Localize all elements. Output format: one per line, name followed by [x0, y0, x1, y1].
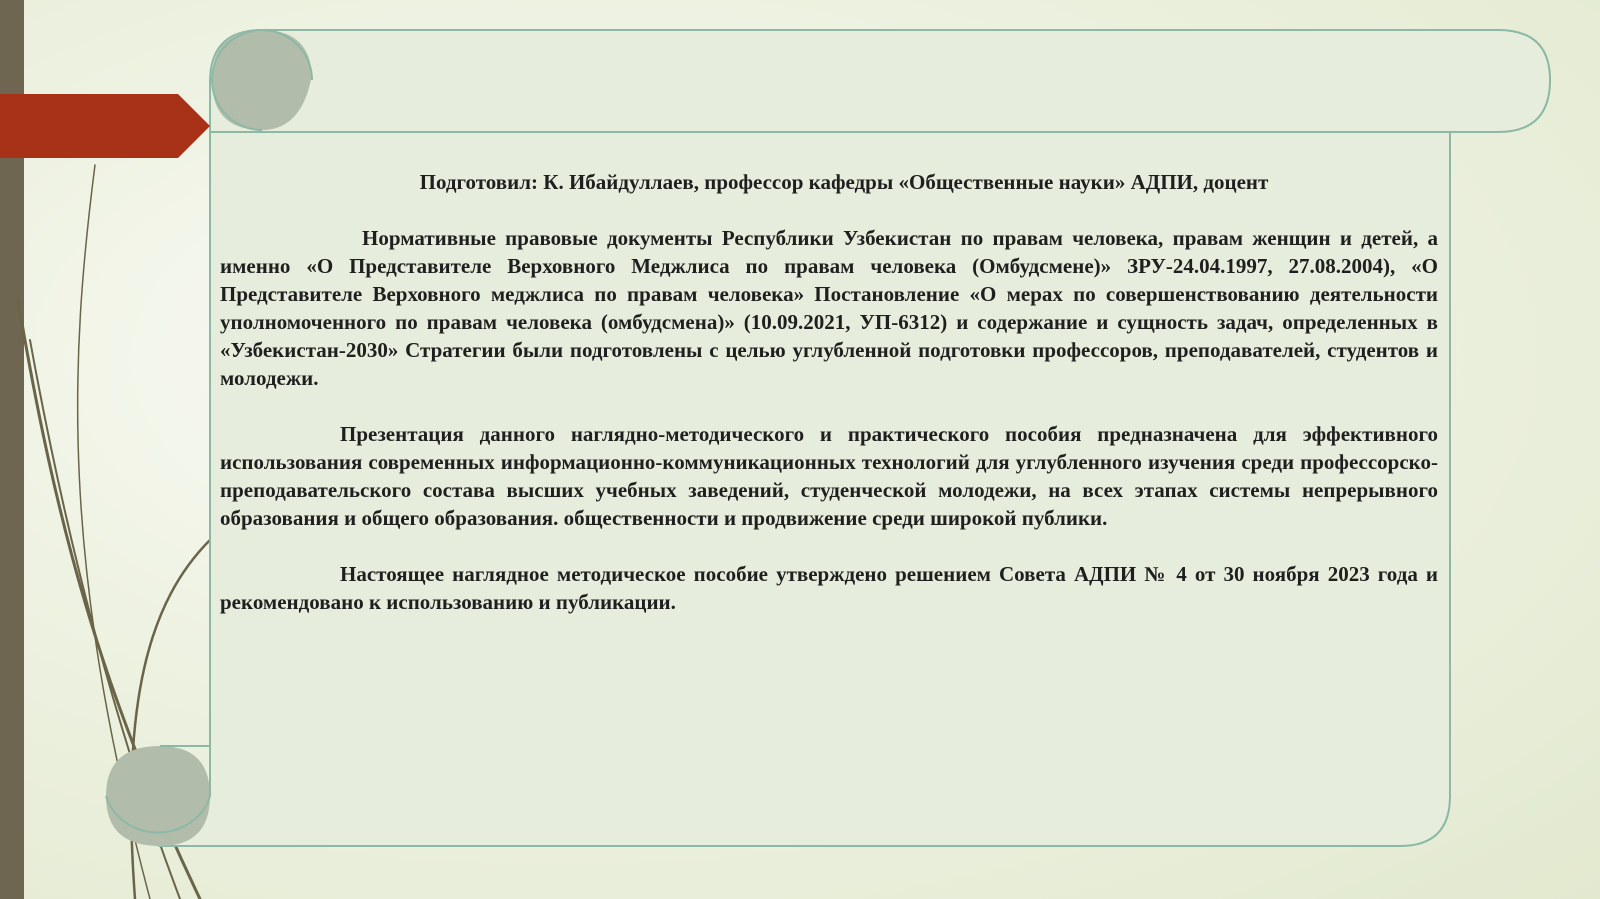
paragraph-normative-documents: Нормативные правовые документы Республики Узбекистан по правам человека, правам женщин и детей, а именно «О Представителе Верховного Меджлиса по правам человека (Омбудсмене)» ЗРУ-24.04.1997, 27.08.2004), «О Представителе Верховного меджлиса по правам человека» Постановление «О мерах по совершенствованию деятельности уполномоченного по правам человека (омбудсмена)» (10.09.2021, УП-6312) и содержание и сущность задач, определенных в «Узбекистан-2030» Стратегии были подготовлены с целью углубленной подготовки профессоров, преподавателей, студентов и молодежи.: [220, 226, 1438, 390]
paragraph-approval: Настоящее наглядное методическое пособие утверждено решением Совета АДПИ № 4 от 30 ноября 2023 года и рекомендовано к использованию и публикации.: [220, 562, 1438, 614]
paragraph-presentation-purpose: Презентация данного наглядно-методического и практического пособия предназначена для эффективного использования современных информационно-коммуникационных технологий для углубленного изучения среди профессорско-преподавательского состава высших учебных заведений, студенческой молодежи, на всех этапах системы непрерывного образования и общего образования. общественности и продвижение среди широкой публики.: [220, 422, 1438, 530]
prepared-by-line: Подготовил: К. Ибайдуллаев, профессор кафедры «Общественные науки» АДПИ, доцент: [419, 170, 1269, 194]
scroll-top-band: [210, 30, 1550, 132]
accent-arrow: [0, 94, 210, 158]
slide-text: [220, 168, 1438, 644]
scroll-bottom-curl: [106, 746, 210, 846]
